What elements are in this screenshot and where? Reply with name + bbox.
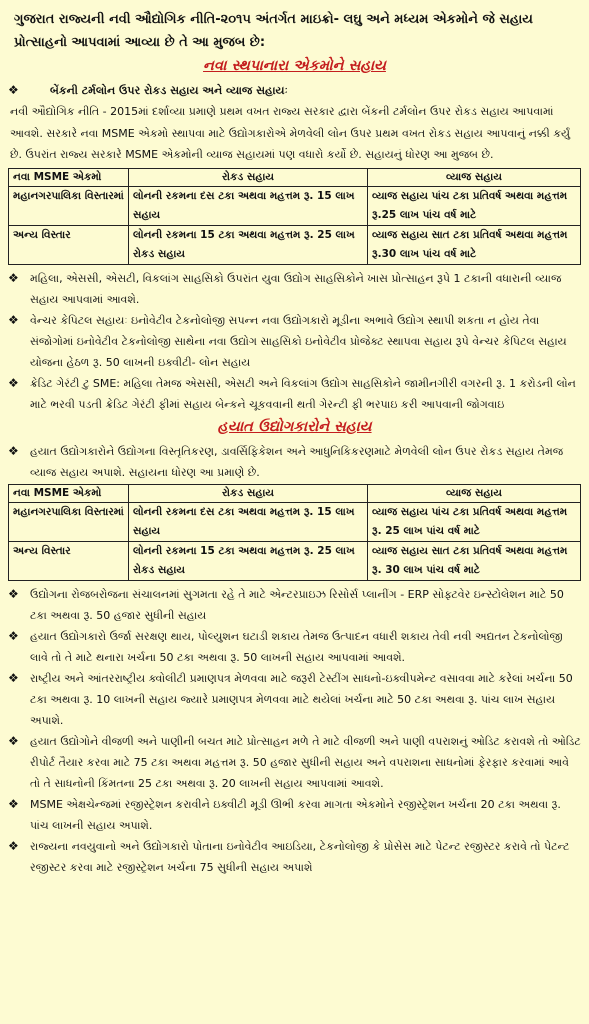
table-cell: વ્યાજ સહાય પાંચ ટકા પ્રતિવર્ષ અથવા મહત્તમ રૂ. 25 લાખ પાંચ વર્ષ માટે <box>368 502 581 541</box>
bullet-icon: ❖ <box>8 586 19 601</box>
assistance-table-existing <box>8 484 581 581</box>
section-title-existing-units: હયાત ઉદ્યોગકારોને સહાય <box>217 418 372 435</box>
list-item <box>8 836 581 878</box>
table-cell: મહાનગરપાલિકા વિસ્તારમાં <box>9 502 129 541</box>
list-item-text: મહિલા, એસસી, એસટી, વિકલાંગ સાહસિકો ઉપરાંત યુવા ઉદ્યોગ સાહસિકોને ખાસ પ્રોત્સાહન રૂપે 1 ટકાની વધારાની વ્યાજ સહાય આપવામાં આવશે. <box>30 271 562 306</box>
table-cell: લોનની રકમના દસ ટકા અથવા મહત્તમ રૂ. 15 લાખ સહાય <box>129 502 368 541</box>
table-row <box>9 186 581 225</box>
bullet-icon: ❖ <box>8 838 19 853</box>
bullet-heading: બેંકની ટર્મલોન ઉપર રોકડ સહાય અને વ્યાજ સહાયઃ <box>50 84 288 97</box>
table-cell: અન્ય વિસ્તાર <box>9 541 129 580</box>
bullet-icon: ❖ <box>8 628 19 643</box>
table-cell: મહાનગરપાલિકા વિસ્તારમાં <box>9 186 129 225</box>
section-title-new-units: નવા સ્થપાનારા એકમોને સહાય <box>203 58 386 74</box>
list-item <box>8 794 581 836</box>
list-item <box>8 626 581 668</box>
bullet-heading-row <box>8 80 581 101</box>
table-header-cell: વ્યાજ સહાય <box>368 168 581 186</box>
list-item <box>8 441 581 483</box>
list-item-text: વેન્ચર કેપિટલ સહાયઃ ઇનોવેટીવ ટેકનોલોજી સપન્ન નવા ઉદ્યોગકારો મૂડીના અભાવે ઉદ્યોગ સ્થાપી શકતા ન હોય તેવા સંજોગોમાં ઇનોવેટીવ ટેકનોલોજી સાથેના નવા ઉદ્યોગ સાહસિકો ઇનોવેટીવ પ્રોજેક્ટ સ્થાપવા સહાય રૂપે વેન્ચર કેપિટલ સહાય યોજના હેઠળ રૂ. 50 લાખની ઇક્વીટી- લોન સહાય <box>30 313 567 369</box>
list-item <box>8 584 581 626</box>
list-item <box>8 668 581 731</box>
bullet-icon: ❖ <box>8 796 19 811</box>
table-cell: અન્ય વિસ્તાર <box>9 225 129 264</box>
table-header-cell: વ્યાજ સહાય <box>368 484 581 502</box>
list-item-text: રાષ્ટ્રીય અને આંતરરાષ્ટ્રીય ક્વોલીટી પ્રમાણપત્ર મેળવવા માટે જરૂરી ટેસ્ટીંગ સાધનો-ઇક્વીપમેન્ટ વસાવવા માટે કરેલાં ખર્ચના 50 ટકા અથવા રૂ. 10 લાખની સહાય જ્યારે પ્રમાણપત્ર મેળવવા માટે થયેલાં ખર્ચના માટે 50 ટકા અથવા રૂ. પાંચ લાખ સહાય અપાશે. <box>30 671 573 727</box>
bullet-icon: ❖ <box>8 312 19 327</box>
table-row <box>9 502 581 541</box>
table-header-cell: રોકડ સહાય <box>129 168 368 186</box>
table-header-cell: રોકડ સહાય <box>129 484 368 502</box>
list-item-text: હયાત ઉદ્યોગકારો ઉર્જા સરક્ષણ થાય, પોલ્યુશન ઘટાડી શકાય તેમજ ઉત્પાદન વધારી શકાય તેવી નવી અદ્યતન ટેકનોલોજી લાવે તો તે માટે થનારા ખર્ચના 50 ટકા અથવા રૂ. 50 લાખની સહાય આપવામાં આવશે. <box>30 629 563 664</box>
bullet-icon: ❖ <box>8 83 19 97</box>
table-cell: વ્યાજ સહાય સાત ટકા પ્રતિવર્ષ અથવા મહત્તમ રૂ. 30 લાખ પાંચ વર્ષ માટે <box>368 541 581 580</box>
bullet-icon: ❖ <box>8 733 19 748</box>
list-item-text: ક્રેડિટ ગેરંટી ટુ SME: મહિલા તેમજ એસસી, એસટી અને વિકલાંગ ઉદ્યોગ સાહસિકોને જામીનગીરી વગરની રૂ. 1 કરોડની લોન માટે ભરવી પડતી ક્રેડિટ ગેરંટી ફીમાં સહાય બેન્કને ચૂકવવાની થતી ગેરન્ટી ફી ભરપાઇ કરી આપવાની જોગવાઇ <box>30 376 576 411</box>
bullet-icon: ❖ <box>8 270 19 285</box>
bullet-icon: ❖ <box>8 375 19 390</box>
table-cell: વ્યાજ સહાય સાત ટકા પ્રતિવર્ષ અથવા મહત્તમ રૂ.30 લાખ પાંચ વર્ષ માટે <box>368 225 581 264</box>
table-cell: લોનની રકમના 15 ટકા અથવા મહત્તમ રૂ. 25 લાખ રોકડ સહાય <box>129 541 368 580</box>
table-header-row <box>9 168 581 186</box>
list-item-text: રાજ્યના નવયુવાનો અને ઉદ્યોગકારો પોતાના ઇનોવેટીવ આઇડિયા, ટેકનોલોજી કે પ્રોસેસ માટે પેટન્ટ રજીસ્ટર કરાવે તો પેટન્ટ રજીસ્ટર કરવા માટે રજીસ્ટ્રેશન ખર્ચના 75 સુધીની સહાય અપાશે <box>30 839 570 874</box>
list-item-text: હયાત ઉદ્યોગકારોને ઉદ્યોગના વિસ્તૃતિકરણ, ડાવર્સિફિકેશન અને આધુનિકિકરણમાટે મેળવેલી લોન ઉપર રોકડ સહાય તેમજ વ્યાજ સહાય અપાશે. સહાયના ધોરણ આ પ્રમાણે છે. <box>30 444 564 479</box>
table-row <box>9 541 581 580</box>
table-cell: લોનની રકમના દસ ટકા અથવા મહત્તમ રૂ. 15 લાખ સહાય <box>129 186 368 225</box>
table-cell: વ્યાજ સહાય પાંચ ટકા પ્રતિવર્ષ અથવા મહત્તમ રૂ.25 લાખ પાંચ વર્ષ માટે <box>368 186 581 225</box>
list-item-text: હયાત ઉદ્યોગોને વીજળી અને પાણીની બચત માટે પ્રોત્સાહન મળે તે માટે વીજળી અને પાણી વપરાશનું ઓડિટ કરાવશે તો ઓડિટ રીપોર્ટ તૈયાર કરવા માટે 75 ટકા અથવા મહત્તમ રૂ. 50 હજાર સુધીની સહાય અને વપરાશના સાધનોમાં ફેરફાર કરવામાં આવે તો તે સાધનોની કિંમતના 25 ટકા અથવા રૂ. 20 લાખની સહાય આપવામાં આવશે. <box>30 734 581 790</box>
bullet-icon: ❖ <box>8 443 19 458</box>
list-item-text: ઉદ્યોગના રોજબરોજના સંચાલનમાં સુગમતા રહે તે માટે એન્ટરપ્રાઇઝ રિસોર્સ પ્લાનીંગ - ERP સોફ્ટવેર ઇન્સ્ટોલેશન માટે 50 ટકા અથવા રૂ. 50 હજાર સુધીની સહાય <box>30 587 564 622</box>
document-intro: ગુજરાત રાજ્યની નવી ઔદ્યોગિક નીતિ-૨૦૧૫ અંતર્ગત માઇક્રો- લઘુ અને મધ્યમ એકમોને જે સહાય પ્રોત્સાહનો આપવામાં આવ્યા છે તે આ મુજબ છે: <box>14 12 533 50</box>
section1-paragraph: નવી ઔદ્યોગિક નીતિ - 2015માં દર્શાવ્યા પ્રમાણે પ્રથમ વખત રાજ્ય સરકાર દ્વારા બેંકની ટર્મલોન ઉપર રોકડ સહાય આપવામાં આવશે. સરકારે નવા MSME એકમો સ્થાપવા માટે ઉદ્યોગકારોએ મેળવેલી લોન ઉપર પ્રથમ વખત રોકડ સહાય આપવાનું નક્કી કર્યું છે. ઉપરાંત રાજ્ય સરકારે MSME એકમોની વ્યાજ સહાયમાં પણ વધારો કર્યો છે. સહાયનું ધોરણ આ મુજબ છે. <box>10 105 571 161</box>
bullet-icon: ❖ <box>8 670 19 685</box>
list-item <box>8 268 581 310</box>
table-cell: લોનની રકમના 15 ટકા અથવા મહત્તમ રૂ. 25 લાખ રોકડ સહાય <box>129 225 368 264</box>
table-header-cell: નવા MSME એકમો <box>9 484 129 502</box>
list-item <box>8 310 581 373</box>
table-row <box>9 225 581 264</box>
table-header-row <box>9 484 581 502</box>
list-item <box>8 373 581 415</box>
table-header-cell: નવા MSME એકમો <box>9 168 129 186</box>
list-item <box>8 731 581 794</box>
list-item-text: MSME એક્ષચેન્જમાં રજીસ્ટ્રેશન કરાવીને ઇક્વીટી મૂડી ઊભી કરવા માગતા એકમોને રજીસ્ટ્રેશન ખર્ચના 20 ટકા અથવા રૂ. પાંચ લાખની સહાય અપાશે. <box>30 797 561 832</box>
assistance-table-new <box>8 168 581 265</box>
